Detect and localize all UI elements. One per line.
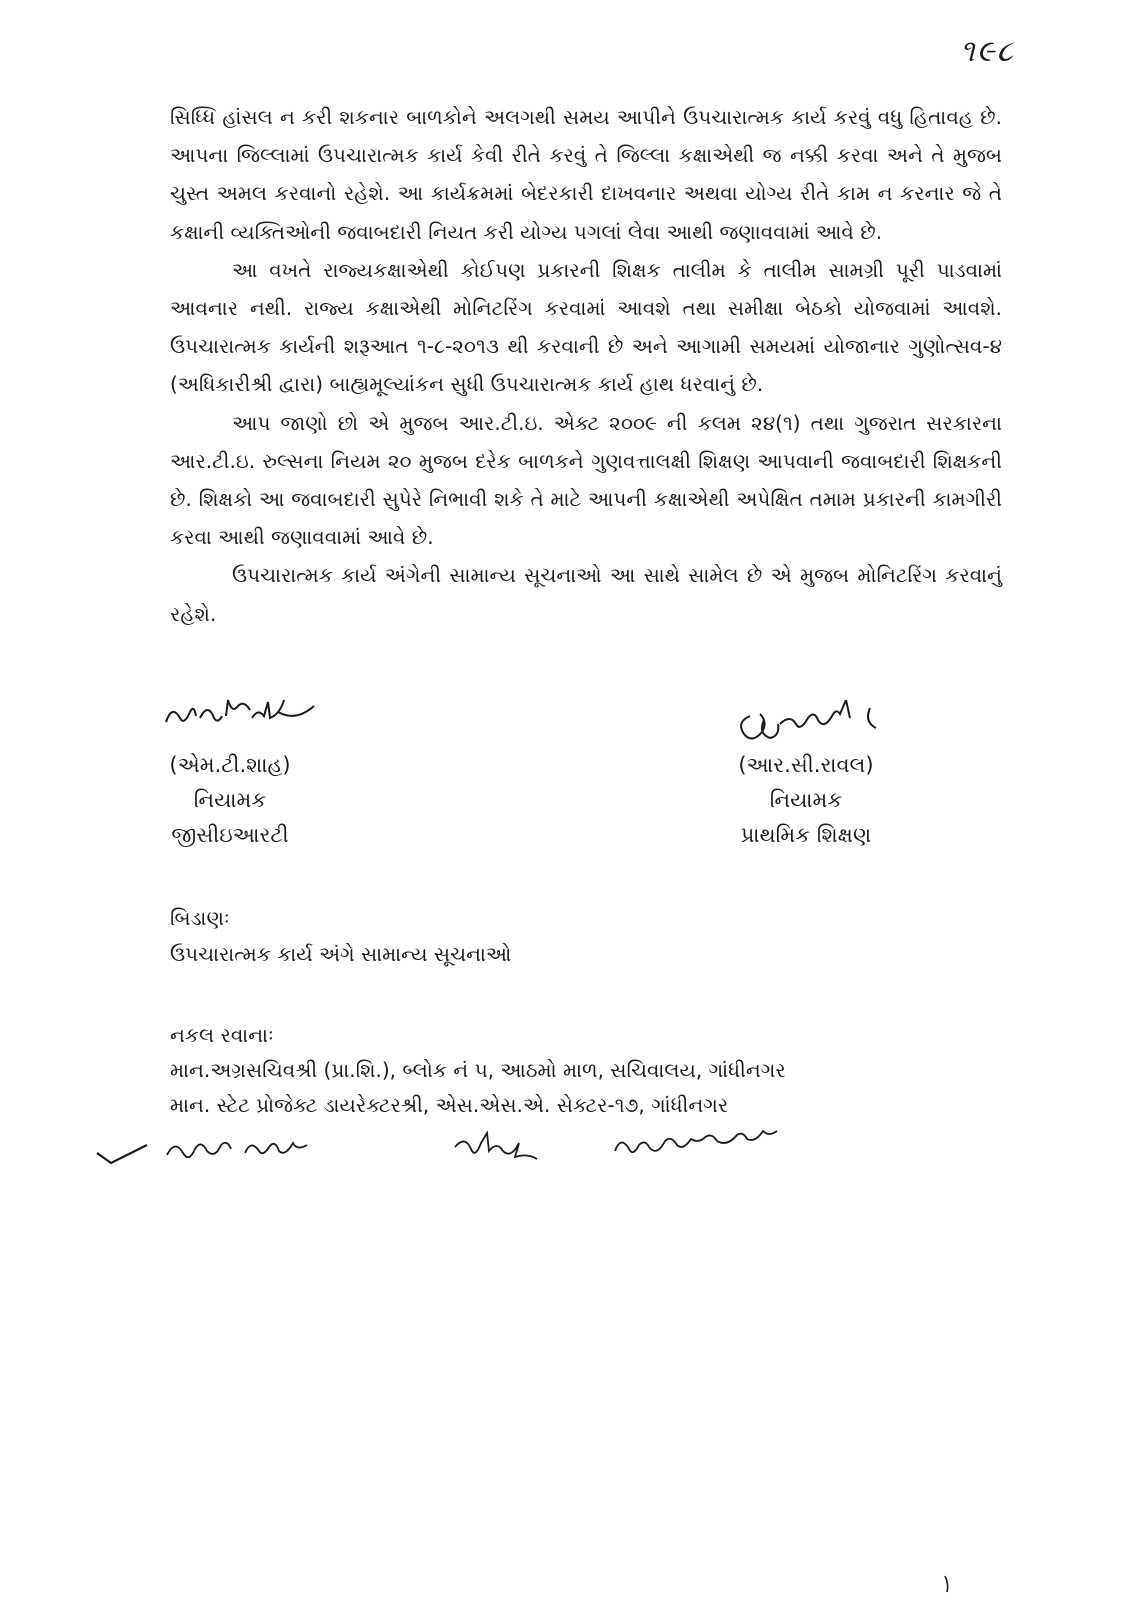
paragraph-2: આ વખતે રાજ્યકક્ષાએથી કોઈપણ પ્રકારની શિક્ષક તાલીમ કે તાલીમ સામગ્રી પૂરી પાડવામાં આવનાર નથી. રાજ્ય કક્ષાએથી મોનિટરિંગ કરવામાં આવશે તથા સમીક્ષા બેઠકો યોજવામાં આવશે. ઉપચારાત્મક કાર્યની શરૂઆત ૧-૮-૨૦૧૩ થી કરવાની છે અને આગામી સમયમાં યોજાનાર ગુણોત્સવ-૪ (અધિકારીશ્રી દ્વારા) બાહ્યમૂલ્યાંકન સુધી ઉપચારાત્મક કાર્ય હાથ ધરવાનું છે. <box>170 257 1002 397</box>
signatory-left <box>150 748 310 853</box>
signatory-right <box>720 748 892 853</box>
signatory-title: નિયામક <box>769 788 843 812</box>
signatory-office: પ્રાથમિક શિક્ષણ <box>740 823 872 847</box>
copies-section <box>170 1018 786 1123</box>
signature-left-handwritten <box>160 690 320 740</box>
enclosure-item: ઉપચારાત્મક કાર્ય અંગે સામાન્ય સૂચનાઓ <box>170 942 512 966</box>
paragraph-4: ઉપચારાત્મક કાર્ય અંગેની સામાન્ય સૂચનાઓ આ સાથે સામેલ છે એ મુજબ મોનિટરિંગ કરવાનું રહેશે. <box>170 563 1002 626</box>
signatory-name: (આર.સી.રાવલ) <box>738 753 874 777</box>
enclosure-section <box>170 900 511 972</box>
handwritten-annotation <box>95 1125 895 1175</box>
page-number: ૧૯૮ <box>960 34 1015 69</box>
signatory-name: (એમ.ટી.શાહ) <box>169 753 291 777</box>
paragraph-1: સિધ્ધિ હાંસલ ન કરી શકનાર બાળકોને અલગથી સમય આપીને ઉપચારાત્મક કાર્ય કરવું વધુ હિતાવહ છે. આપના જિલ્લામાં ઉપચારાત્મક કાર્ય કેવી રીતે કરવું તે જિલ્લા કક્ષાએથી જ નક્કી કરવા અને તે મુજબ ચુસ્ત અમલ કરવાનો રહેશે. આ કાર્યક્રમમાં બેદરકારી દાખવનાર અથવા યોગ્ય રીતે કામ ન કરનાર જે તે કક્ષાની વ્યક્તિઓની જવાબદારી નિયત કરી યોગ્ય પગલાં લેવા આથી જણાવવામાં આવે છે. <box>170 105 1002 244</box>
signatory-title: નિયામક <box>193 788 267 812</box>
paragraph-3: આપ જાણો છો એ મુજબ આર.ટી.ઇ. એક્ટ ૨૦૦૯ ની કલમ ૨૪(૧) તથા ગુજરાત સરકારના આર.ટી.ઇ. રુલ્સના નિયમ ૨૦ મુજબ દરેક બાળકને ગુણવત્તાલક્ષી શિક્ષણ આપવાની જવાબદારી શિક્ષકની છે. શિક્ષકો આ જવાબદારી સુપેરે નિભાવી શકે તે માટે આપની કક્ષાએથી અપેક્ષિત તમામ પ્રકારની કામગીરી કરવા આથી જણાવવામાં આવે છે. <box>170 410 1002 550</box>
copies-heading: નકલ રવાનાઃ <box>170 1023 274 1047</box>
copy-recipient: માન. સ્ટેટ પ્રોજેક્ટ ડાયરેક્ટરશ્રી, એસ.એસ.એ. સેક્ટર-૧૭, ગાંધીનગર <box>170 1093 729 1117</box>
enclosure-heading: બિડાણઃ <box>170 906 230 930</box>
letter-body <box>170 98 1002 633</box>
signatory-office: જીસીઇઆરટી <box>171 823 289 847</box>
margin-mark <box>942 1574 952 1594</box>
copy-recipient: માન.અગ્રસચિવશ્રી (પ્રા.શિ.), બ્લોક નં ૫, આઠમો માળ, સચિવાલય, ગાંધીનગર <box>170 1058 786 1082</box>
